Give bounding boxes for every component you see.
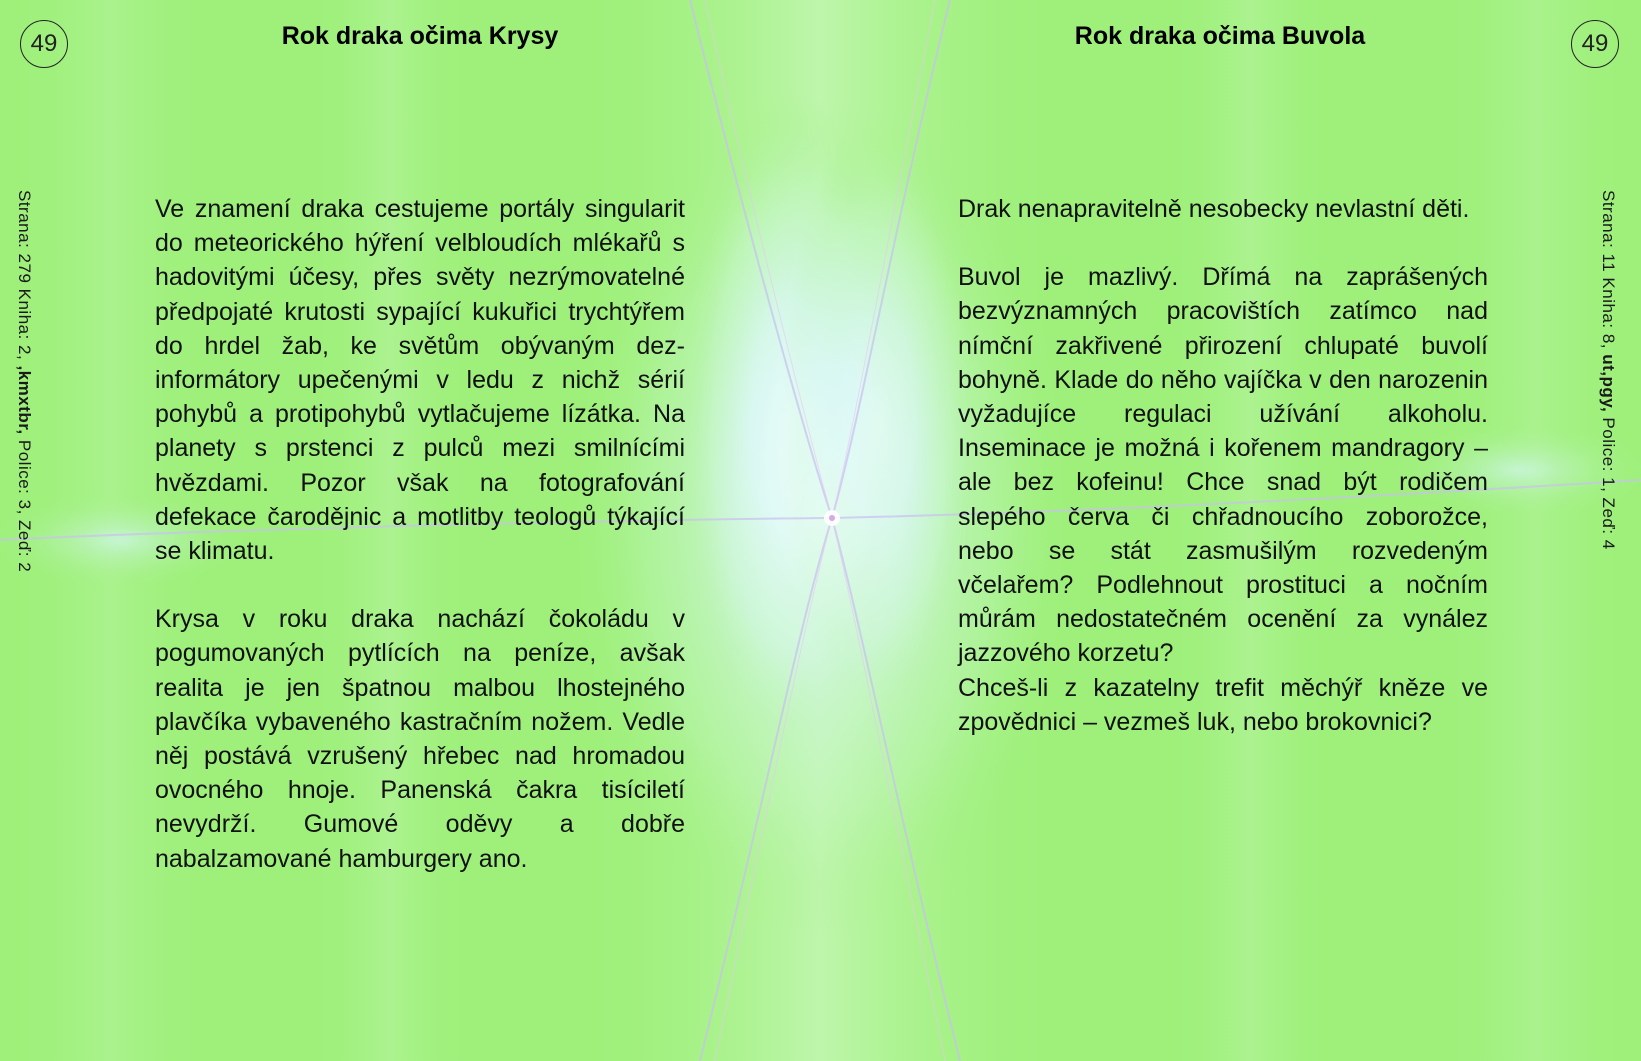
side-metadata-suffix: Police: 1, Zeď: 4 [1599, 412, 1618, 550]
paragraph: Ve znamení draka cestujeme portály singularit do meteorického hýření velbloudích mlékařů s hadovitými účesy, přes světy nezrýmovatelné předpojaté krutosti sypající kukuřici trychtýřem do hrdel žab, ke světům obývaným dezinformátory upečenými v ledu z nichž sérií pohybů a protipohybů vytlačujeme lízátka. Na planety s prstenci z pulců mezi smilnícími hvězdami. Pozor však na fotografování defekace čarodějnic a motlitby teologů týkající se klimatu. [155, 195, 685, 566]
text-column-left [155, 192, 685, 876]
side-metadata-right [1598, 190, 1618, 550]
paragraph: Chceš-li z kazatelny trefit měchýř kněze ve zpovědnici – vezmeš luk, nebo brokovnici? [958, 673, 1488, 736]
text-column-right [958, 192, 1488, 739]
paragraph: Krysa v roku draka nachází čokoládu v pogumovaných pytlících na peníze, avšak realita je jen špatnou malbou lhostejného plavčíka vybaveného kastračním nožem. Vedle něj postává vzrušený hřebec nad hromadou ovocného hnoje. Panenská čakra tisíciletí nevydrží. Gumové oděvy a dobře nabalzamované hamburgery ano. [155, 605, 685, 873]
side-metadata-code: ,kmxtbr, [15, 365, 34, 435]
paragraph: Drak nenapravitelně nesobecky nevlastní děti. [958, 195, 1470, 223]
page-number-right: 49 [1571, 20, 1619, 68]
paragraph: Buvol je mazlivý. Dřímá na zaprášených bezvýznamných pracovištích zatímco nad nímční zakřivené přirození chlupaté buvolí bohyně. Klade do něho vajíčka v den narozenin vyžadujíce regulaci užívání alkoholu. Inseminace je možná i kořenem mandragory – ale bez kofeinu! Chce snad být rodičem slepého červa či chřadnoucího zoborožce, nebo se stát zasmušilým rozvedeným včelařem? Podlehnout prostituci a nočním můrám nedostatečném ocenění za vynález jazzového korzetu? [958, 263, 1488, 668]
side-metadata-code: ut,pgy, [1599, 354, 1618, 413]
page-number-left: 49 [20, 20, 68, 68]
side-metadata-left [14, 190, 34, 572]
page-title-right: Rok draka očima Buvola [1074, 22, 1366, 50]
side-metadata-prefix: Strana: 11 Kniha: 8, [1599, 190, 1618, 355]
side-metadata-prefix: Strana: 279 Kniha: 2, [15, 190, 34, 366]
page-title-left: Rok draka očima Krysy [281, 22, 559, 50]
side-metadata-suffix: Police: 3, Zeď: 2 [15, 434, 34, 573]
